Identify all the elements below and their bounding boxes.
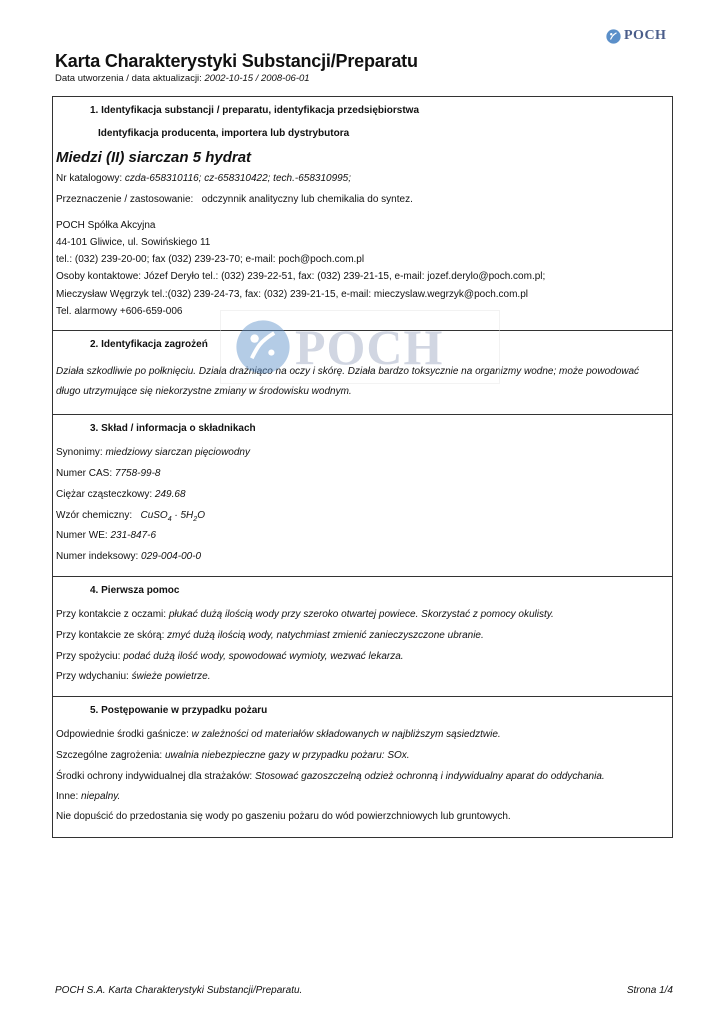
purpose-label: Przeznaczenie / zastosowanie: bbox=[56, 194, 194, 205]
document-body bbox=[52, 96, 673, 838]
synonyms-label: Synonimy: bbox=[56, 447, 103, 458]
section1-heading: 1. Identyfikacja substancji / preparatu, identyfikacja przedsiębiorstwa bbox=[90, 105, 419, 116]
cas-line bbox=[56, 468, 161, 479]
section2-heading: 2. Identyfikacja zagrożeń bbox=[90, 339, 208, 350]
other-label: Inne: bbox=[56, 791, 79, 802]
created-date bbox=[55, 73, 310, 84]
extinguishing-media-line bbox=[56, 729, 501, 740]
section4-heading: 4. Pierwsza pomoc bbox=[90, 585, 180, 596]
special-hazards-line bbox=[56, 750, 410, 761]
firefighter-ppe-line bbox=[56, 771, 605, 782]
inhalation-line bbox=[56, 671, 211, 682]
we-number-value: 231-847-6 bbox=[110, 530, 157, 541]
ingestion-line bbox=[56, 651, 404, 662]
formula-line bbox=[56, 510, 205, 523]
footer-page-number: Strona 1/4 bbox=[626, 985, 673, 996]
section3 bbox=[53, 414, 672, 562]
other-line bbox=[56, 791, 120, 802]
index-number-value: 029-004-00-0 bbox=[141, 551, 202, 562]
section4 bbox=[53, 576, 672, 682]
hazard-line-2 bbox=[56, 386, 352, 397]
catalog-line bbox=[56, 173, 351, 184]
molecular-weight-line bbox=[56, 489, 186, 500]
molecular-weight-label: Ciężar cząsteczkowy: bbox=[56, 489, 153, 500]
poch-watermark bbox=[220, 310, 500, 384]
company-name: POCH Spółka Akcyjna bbox=[56, 220, 156, 231]
eye-contact-label: Przy kontakcie z oczami: bbox=[56, 609, 167, 620]
firefighter-ppe-label: Środki ochrony indywidualnej dla strażaków: bbox=[56, 771, 253, 782]
watermark-text: POCH bbox=[295, 319, 444, 375]
contact-person-1: Osoby kontaktowe: Józef Deryło tel.: (032) 239-22-51, fax: (032) 239-21-15, e-mail: jozef.derylo@poch.com.pl; bbox=[56, 271, 546, 282]
chemical-formula: CuSO$_4$ · $5H_2O$ bbox=[140, 510, 205, 523]
extinguishing-media-label: Odpowiednie środki gaśnicze: bbox=[56, 729, 189, 740]
purpose-value: odczynnik analityczny lub chemikalia do syntez. bbox=[201, 194, 413, 205]
watermark-logo-icon bbox=[235, 319, 291, 375]
inhalation-value: świeże powietrze. bbox=[131, 671, 211, 682]
poch-logo bbox=[606, 28, 666, 44]
special-hazards-label: Szczególne zagrożenia: bbox=[56, 750, 163, 761]
we-number-line bbox=[56, 530, 156, 541]
company-address: 44-101 Gliwice, ul. Sowińskiego 11 bbox=[56, 237, 211, 248]
section3-heading: 3. Skład / informacja o składnikach bbox=[90, 423, 256, 434]
product-name: Miedzi (II) siarczan 5 hydrat bbox=[56, 149, 252, 166]
skin-contact-label: Przy kontakcie ze skórą: bbox=[56, 630, 165, 641]
water-runoff-note: Nie dopuścić do przedostania się wody po gaszeniu pożaru do wód powierzchniowych lub gruntowych. bbox=[56, 811, 511, 822]
section5-heading: 5. Postępowanie w przypadku pożaru bbox=[90, 705, 268, 716]
firefighter-ppe-value: Stosować gazoszczelną odzież ochronną i indywidualny aparat do oddychania. bbox=[255, 771, 605, 782]
index-number-line bbox=[56, 551, 201, 562]
eye-contact-line bbox=[56, 609, 554, 620]
special-hazards-value: uwalnia niebezpieczne gazy w przypadku pożaru: SOx. bbox=[164, 750, 410, 761]
index-number-label: Numer indeksowy: bbox=[56, 551, 139, 562]
catalog-value: czda-658310116; cz-658310422; tech.-658310995; bbox=[124, 173, 352, 184]
inhalation-label: Przy wdychaniu: bbox=[56, 671, 129, 682]
cas-label: Numer CAS: bbox=[56, 468, 113, 479]
hazard-text-1: Działa szkodliwie po połknięciu. Działa drażniąco na oczy i skórę. Działa bardzo toksycznie na organizmy wodne; może powodować bbox=[56, 366, 640, 377]
poch-logo-icon bbox=[606, 29, 621, 44]
cas-value: 7758-99-8 bbox=[114, 468, 161, 479]
contact-person-2: Mieczysław Węgrzyk tel.:(032) 239-24-73, fax: (032) 239-21-15, e-mail: mieczyslaw.wegrzyk@poch.com.pl bbox=[56, 289, 528, 300]
skin-contact-line bbox=[56, 630, 484, 641]
we-number-label: Numer WE: bbox=[56, 530, 108, 541]
page-title: Karta Charakterystyki Substancji/Preparatu bbox=[55, 51, 418, 71]
eye-contact-value: płukać dużą ilością wody przy szeroko otwartej powiece. Skorzystać z pomocy okulisty. bbox=[168, 609, 554, 620]
logo-text: POCH bbox=[624, 28, 667, 43]
alarm-phone: Tel. alarmowy +606-659-006 bbox=[56, 306, 183, 317]
created-value: 2002-10-15 / 2008-06-01 bbox=[204, 73, 310, 84]
created-label: Data utworzenia / data aktualizacji: bbox=[55, 73, 202, 84]
ingestion-value: podać dużą ilość wody, spowodować wymioty, wezwać lekarza. bbox=[123, 651, 404, 662]
catalog-label: Nr katalogowy: bbox=[56, 173, 123, 184]
skin-contact-value: zmyć dużą ilością wody, natychmiast zmienić zanieczyszczone ubranie. bbox=[167, 630, 484, 641]
synonyms-value: miedziowy siarczan pięciowodny bbox=[105, 447, 250, 458]
hazard-text-2: długo utrzymujące się niekorzystne zmiany w środowisku wodnym. bbox=[56, 386, 352, 397]
molecular-weight-value: 249.68 bbox=[154, 489, 186, 500]
company-phone: tel.: (032) 239-20-00; fax (032) 239-23-70; e-mail: poch@poch.com.pl bbox=[56, 254, 365, 265]
ingestion-label: Przy spożyciu: bbox=[56, 651, 121, 662]
section5 bbox=[53, 696, 672, 822]
other-value: niepalny. bbox=[81, 791, 121, 802]
section1-subheading: Identyfikacja producenta, importera lub dystrybutora bbox=[98, 128, 350, 139]
formula-label: Wzór chemiczny: bbox=[56, 510, 133, 521]
extinguishing-media-value: w zależności od materiałów składowanych w najbliższym sąsiedztwie. bbox=[191, 729, 501, 740]
purpose-line bbox=[56, 194, 413, 205]
synonyms-line bbox=[56, 447, 250, 458]
footer-document-title: POCH S.A. Karta Charakterystyki Substancji/Preparatu. bbox=[55, 985, 303, 996]
